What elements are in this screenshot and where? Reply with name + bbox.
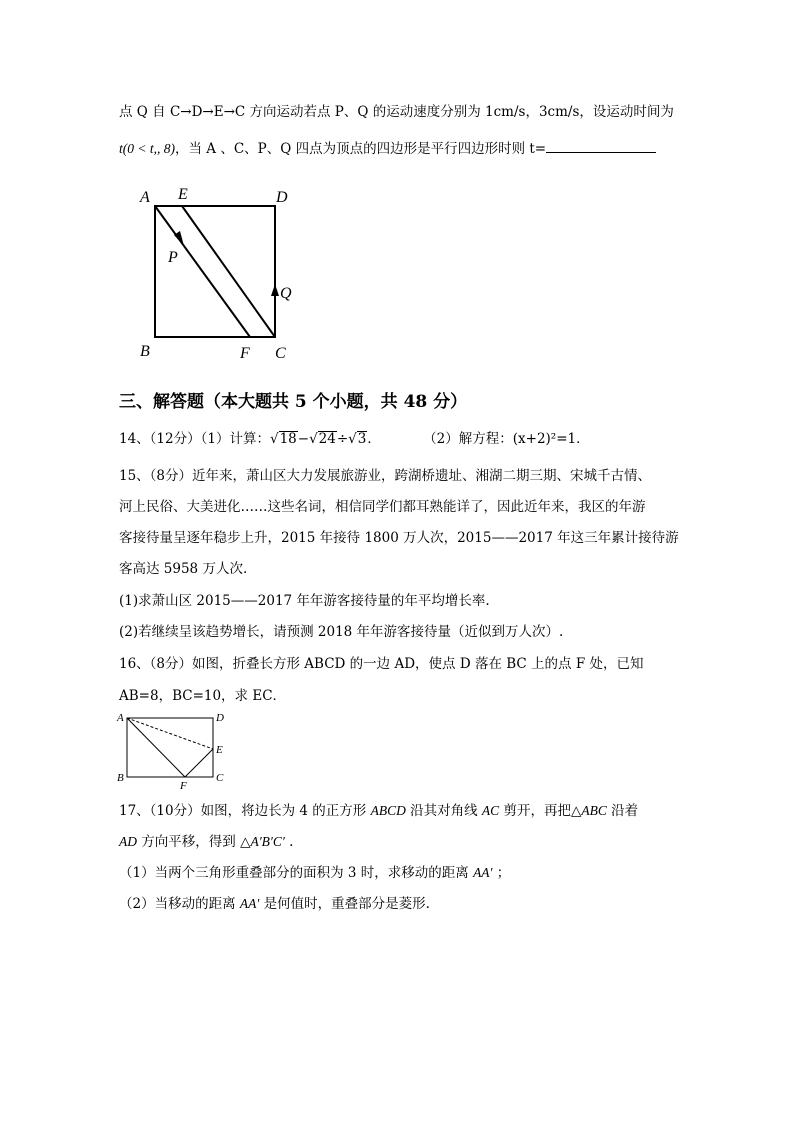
q15-sub1: (1)求萧山区 2015——2017 年年游客接待量的年平均增长率. [119, 593, 490, 609]
q14-radicand-3: 3 [357, 431, 367, 447]
q13-line2: t(0 < t,, 8)，当 A 、C、P、Q 四点为顶点的四边形是平行四边形时则 t= [119, 139, 656, 158]
q17-sub1: （1）当两个三角形重叠部分的面积为 3 时，求移动的距离 AA′ ； [119, 865, 511, 881]
q16-figure [115, 710, 240, 790]
label-c: C [216, 772, 224, 784]
q13-line1: 点 Q 自 C→D→E→C 方向运动若点 P、Q 的运动速度分别为 1cm/s，3cm/s，设运动时间为 [119, 104, 674, 120]
label-f: F [240, 345, 250, 362]
label-p: P [168, 249, 178, 266]
label-c: C [275, 345, 286, 362]
label-a: A [117, 712, 124, 724]
section3-title: 三、解答题（本大题共 5 个小题，共 48 分） [119, 392, 468, 412]
q14-line: 14、（12分）（1）计算：√18−√24÷√3． （2）解方程：(x+2)²=1． [119, 431, 590, 447]
q14-part2: （2）解方程：(x+2)²=1． [423, 431, 590, 447]
segment-af [127, 718, 185, 777]
label-e: E [216, 744, 223, 756]
q13-figure [130, 180, 300, 365]
q14-radicand-2: 24 [318, 431, 336, 447]
label-d: D [216, 712, 224, 724]
segment-fe [185, 749, 213, 777]
label-e: E [178, 186, 188, 203]
arrow-q-icon [271, 284, 279, 296]
label-b: B [140, 343, 150, 360]
q16-line1: 16、（8分）如图，折叠长方形 ABCD 的一边 AD，使点 D 落在 BC 上的点 F 处，已知 [119, 656, 644, 672]
q16-line2: AB=8，BC=10，求 EC． [119, 688, 287, 704]
q13-answer-blank[interactable] [546, 139, 656, 153]
rectangle-abcd [127, 718, 213, 777]
q15-line4: 客高达 5958 万人次. [119, 561, 248, 577]
q17-sub2: （2）当移动的距离 AA′ 是何值时，重叠部分是菱形. [119, 896, 430, 912]
q17-line2: AD 方向平移，得到 △A′B′C′ . [119, 834, 294, 850]
q13-t-expr: t(0 < t,, 8) [119, 141, 175, 156]
label-f: F [180, 780, 187, 790]
segment-af [155, 206, 250, 337]
q15-line2: 河上民俗、大美进化……这些名词，相信同学们都耳熟能详了，因此近年来，我区的年游 [119, 499, 646, 515]
q17-line1: 17、（10分）如图，将边长为 4 的正方形 ABCD 沿其对角线 AC 剪开，再把△ABC 沿着 [119, 803, 639, 819]
fold-ae [127, 718, 213, 749]
q14-radicand-1: 18 [279, 431, 297, 447]
label-b: B [117, 772, 124, 784]
label-d: D [276, 189, 288, 206]
label-q: Q [280, 285, 292, 302]
q15-line1: 15、（8分）近年来，萧山区大力发展旅游业，跨湖桥遗址、湘湖二期三期、宋城千古情、 [119, 468, 652, 484]
label-a: A [140, 189, 150, 206]
q15-sub2: (2)若继续呈该趋势增长，请预测 2018 年年游客接待量（近似到万人次）. [119, 624, 564, 640]
segment-ec [182, 206, 275, 337]
q15-line3: 客接待量呈逐年稳步上升，2015 年接待 1800 万人次，2015——2017 年这三年累计接待游 [119, 530, 679, 546]
square-abcd [155, 206, 275, 337]
